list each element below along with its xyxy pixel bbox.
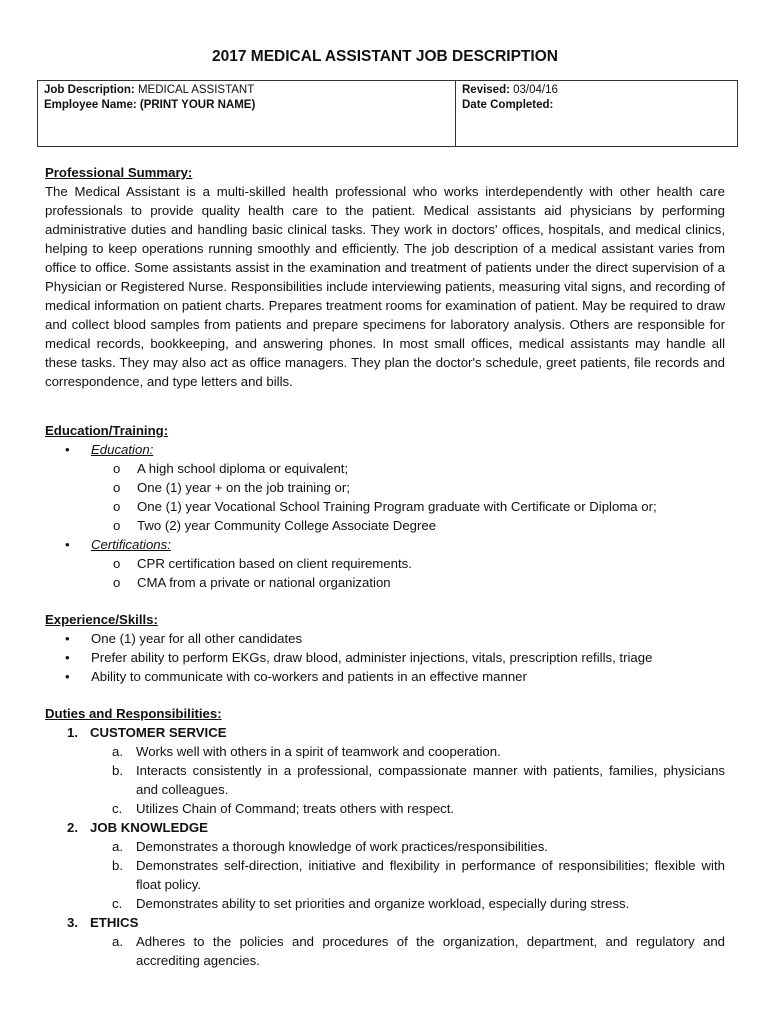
education-item: o Two (2) year Community College Associate Degree (91, 516, 725, 535)
education-heading: Education/Training: (45, 423, 169, 438)
certifications-label: Certifications: (91, 537, 171, 552)
header-info-table (37, 80, 738, 147)
duty-item-letter: a. (112, 934, 123, 949)
duty-section (45, 818, 725, 913)
duty-section (45, 913, 725, 970)
duty-section-number: 1. (67, 725, 78, 740)
duty-item-text: Utilizes Chain of Command; treats others with respect. (136, 801, 455, 816)
certification-items (91, 554, 725, 592)
duty-section (45, 723, 725, 818)
education-label: Education: (91, 442, 154, 457)
duty-item-text: Interacts consistently in a professional, compassionate manner with patients, families, physicians and colleagues. (136, 763, 725, 797)
job-description-label: Job Description: (44, 84, 135, 96)
duty-item (90, 837, 725, 856)
duties-list (45, 723, 725, 970)
duties-heading: Duties and Responsibilities: (45, 706, 222, 721)
employee-name-label: Employee Name: (PRINT YOUR NAME) (44, 99, 256, 111)
education-list (45, 440, 725, 592)
duty-item-text: Adheres to the policies and procedures of the organization, department, and regulatory and accrediting agencies. (136, 934, 725, 968)
duty-item-letter: c. (112, 896, 123, 911)
education-group (45, 440, 725, 535)
duty-item (90, 799, 725, 818)
duty-item-letter: c. (112, 801, 123, 816)
page-title: 2017 MEDICAL ASSISTANT JOB DESCRIPTION (212, 48, 558, 65)
experience-item: • One (1) year for all other candidates (45, 629, 725, 648)
certification-item: o CPR certification based on client requirements. (91, 554, 725, 573)
duty-item (90, 894, 725, 913)
duty-item-letter: a. (112, 744, 123, 759)
education-items (91, 459, 725, 535)
duty-items (90, 932, 725, 970)
date-completed-label: Date Completed: (462, 99, 554, 111)
certifications-group (45, 535, 725, 592)
duty-section-number: 2. (67, 820, 78, 835)
education-item: o A high school diploma or equivalent; (91, 459, 725, 478)
duty-item-letter: a. (112, 839, 123, 854)
certification-item: o CMA from a private or national organization (91, 573, 725, 592)
duty-item-text: Demonstrates self-direction, initiative and flexibility in performance of responsibilities; flexible with float policy. (136, 858, 725, 892)
duty-items (90, 742, 725, 818)
duty-section-title: CUSTOMER SERVICE (90, 725, 227, 740)
document-body (45, 163, 725, 970)
experience-heading: Experience/Skills: (45, 612, 158, 627)
duty-item-letter: b. (112, 858, 123, 873)
revised-value: 03/04/16 (513, 84, 558, 96)
duty-item (90, 856, 725, 894)
duty-item (90, 761, 725, 799)
duty-section-title: JOB KNOWLEDGE (90, 820, 208, 835)
experience-list (45, 629, 725, 686)
duty-item-text: Demonstrates ability to set priorities and organize workload, especially during stress. (136, 896, 630, 911)
duty-items (90, 837, 725, 913)
education-item: o One (1) year Vocational School Training Program graduate with Certificate or Diploma or; (91, 497, 725, 516)
duty-item-letter: b. (112, 763, 123, 778)
experience-item: • Prefer ability to perform EKGs, draw blood, administer injections, vitals, prescription refills, triage (45, 648, 725, 667)
duty-item-text: Works well with others in a spirit of teamwork and cooperation. (136, 744, 501, 759)
experience-item: • Ability to communicate with co-workers and patients in an effective manner (45, 667, 725, 686)
revised-label: Revised: (462, 84, 510, 96)
education-item: o One (1) year + on the job training or; (91, 478, 725, 497)
duty-section-number: 3. (67, 915, 78, 930)
summary-heading: Professional Summary: (45, 165, 193, 180)
duty-item (90, 932, 725, 970)
job-description-value: MEDICAL ASSISTANT (137, 84, 255, 96)
summary-text: The Medical Assistant is a multi-skilled health professional who works interdependently with other health care professionals to provide quality health care to the patient. Medical assistants aid physicians by performing administrative duties and handling basic clinical tasks. They work in doctors' offices, hospitals, and medical clinics, helping to keep operations running smoothly and efficiently. The job description of a medical assistant varies from office to office. Some assistants assist in the examination and treatment of patients under the direct supervision of a Physician or Registered Nurse. Responsibilities include interviewing patients, measuring vital signs, and recording of medical information on patient charts. Prepares treatment rooms for examination of patient. May be required to draw and collect blood samples from patients and prepare specimens for laboratory analysis. Others are responsible for medical records, bookkeeping, and answering phones. In most small offices, medical assistants may handle all these tasks. They may also act as office managers. They plan the doctor's schedule, greet patients, file records and correspondence, and type letters and bills. (45, 184, 725, 389)
job-description-cell (38, 81, 456, 147)
duty-item-text: Demonstrates a thorough knowledge of work practices/responsibilities. (136, 839, 548, 854)
duty-item (90, 742, 725, 761)
duty-section-title: ETHICS (90, 915, 139, 930)
revised-cell (456, 81, 738, 147)
